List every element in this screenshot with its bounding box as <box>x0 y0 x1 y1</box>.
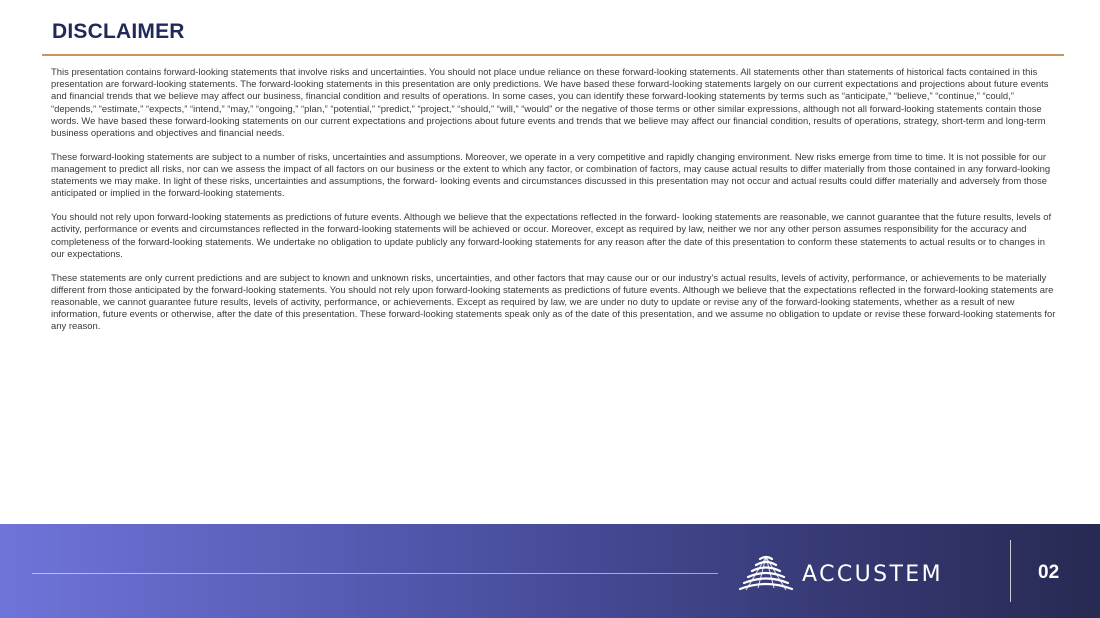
page-title: DISCLAIMER <box>52 20 185 43</box>
footer-bar <box>0 524 1100 618</box>
footer-line <box>32 573 718 574</box>
company-logo <box>738 554 943 594</box>
paragraph-1: This presentation contains forward-looking statements that involve risks and uncertainties. You should not place undue reliance on these forward-looking statements. All statements other than statements of historical facts contained in this presentation are forward-looking statements. The forward-looking statements in this presentation are only predictions. We have based these forward-looking statements largely on our current expectations and projections about future events and financial trends that we believe may affect our business, financial condition and results of operations. In some cases, you can identify these forward-looking statements by terms such as “anticipate,” “believe,” “continue,” “could,” “depends,” “estimate,” “expects,” “intend,” “may,” “ongoing,” “plan,” “potential,” “predict,” “project,” “should,” “will,” “would” or the negative of those terms or other similar expressions, although not all forward-looking statements contain those words. We have based these forward-looking statements on our current expectations and projections about future events and trends that we believe may affect our financial condition, results of operations, strategy, short-term and long-term business operations and objectives and financial needs. <box>51 67 1049 140</box>
page-number: 02 <box>1038 562 1060 583</box>
footer-divider <box>1010 540 1011 602</box>
logo-wordmark: ACCUSTEM <box>802 561 943 587</box>
accustem-logo-icon <box>738 554 794 594</box>
paragraph-4: These statements are only current predictions and are subject to known and unknown risks, uncertainties, and other factors that may cause our or our industry’s actual results, levels of activity, performance, or achievements to be materially different from those anticipated by the forward-looking statements. You should not rely upon forward-looking statements as predictions of future events. Although we believe that the expectations reflected in the forward-looking statements are reasonable, we cannot guarantee future results, levels of activity, performance, or achievements. Except as required by law, we are under no duty to update or revise any of the forward-looking statements, whether as a result of new information, future events or otherwise, after the date of this presentation. These forward-looking statements speak only as of the date of this presentation, and we assume no obligation to update or revise these forward-looking statements for any reason. <box>51 272 1056 333</box>
title-divider <box>42 54 1064 56</box>
paragraph-2: These forward-looking statements are subject to a number of risks, uncertainties and assumptions. Moreover, we operate in a very competitive and rapidly changing environment. New risks emerge from time to time. It is not possible for our management to predict all risks, nor can we assess the impact of all factors on our business or the extent to which any factor, or combination of factors, may cause actual results to differ materially from those contained in any forward-looking statements we may make. In light of these risks, uncertainties and assumptions, the forward- looking events and circumstances discussed in this presentation may not occur and actual results could differ materially and adversely from those anticipated or implied in the forward-looking statements. <box>51 151 1051 200</box>
paragraph-3: You should not rely upon forward-looking statements as predictions of future events. Although we believe that the expectations reflected in the forward- looking statements are reasonable, we cannot guarantee that the future results, levels of activity, performance or events and circumstances reflected in the forward-looking statements will be achieved or occur. Moreover, except as required by law, neither we nor any other person assumes responsibility for the accuracy and completeness of the forward-looking statements. We undertake no obligation to update publicly any forward-looking statements for any reason after the date of this presentation to conform these statements to actual results or to changes in our expectations. <box>51 212 1052 260</box>
disclaimer-body <box>51 67 1057 345</box>
